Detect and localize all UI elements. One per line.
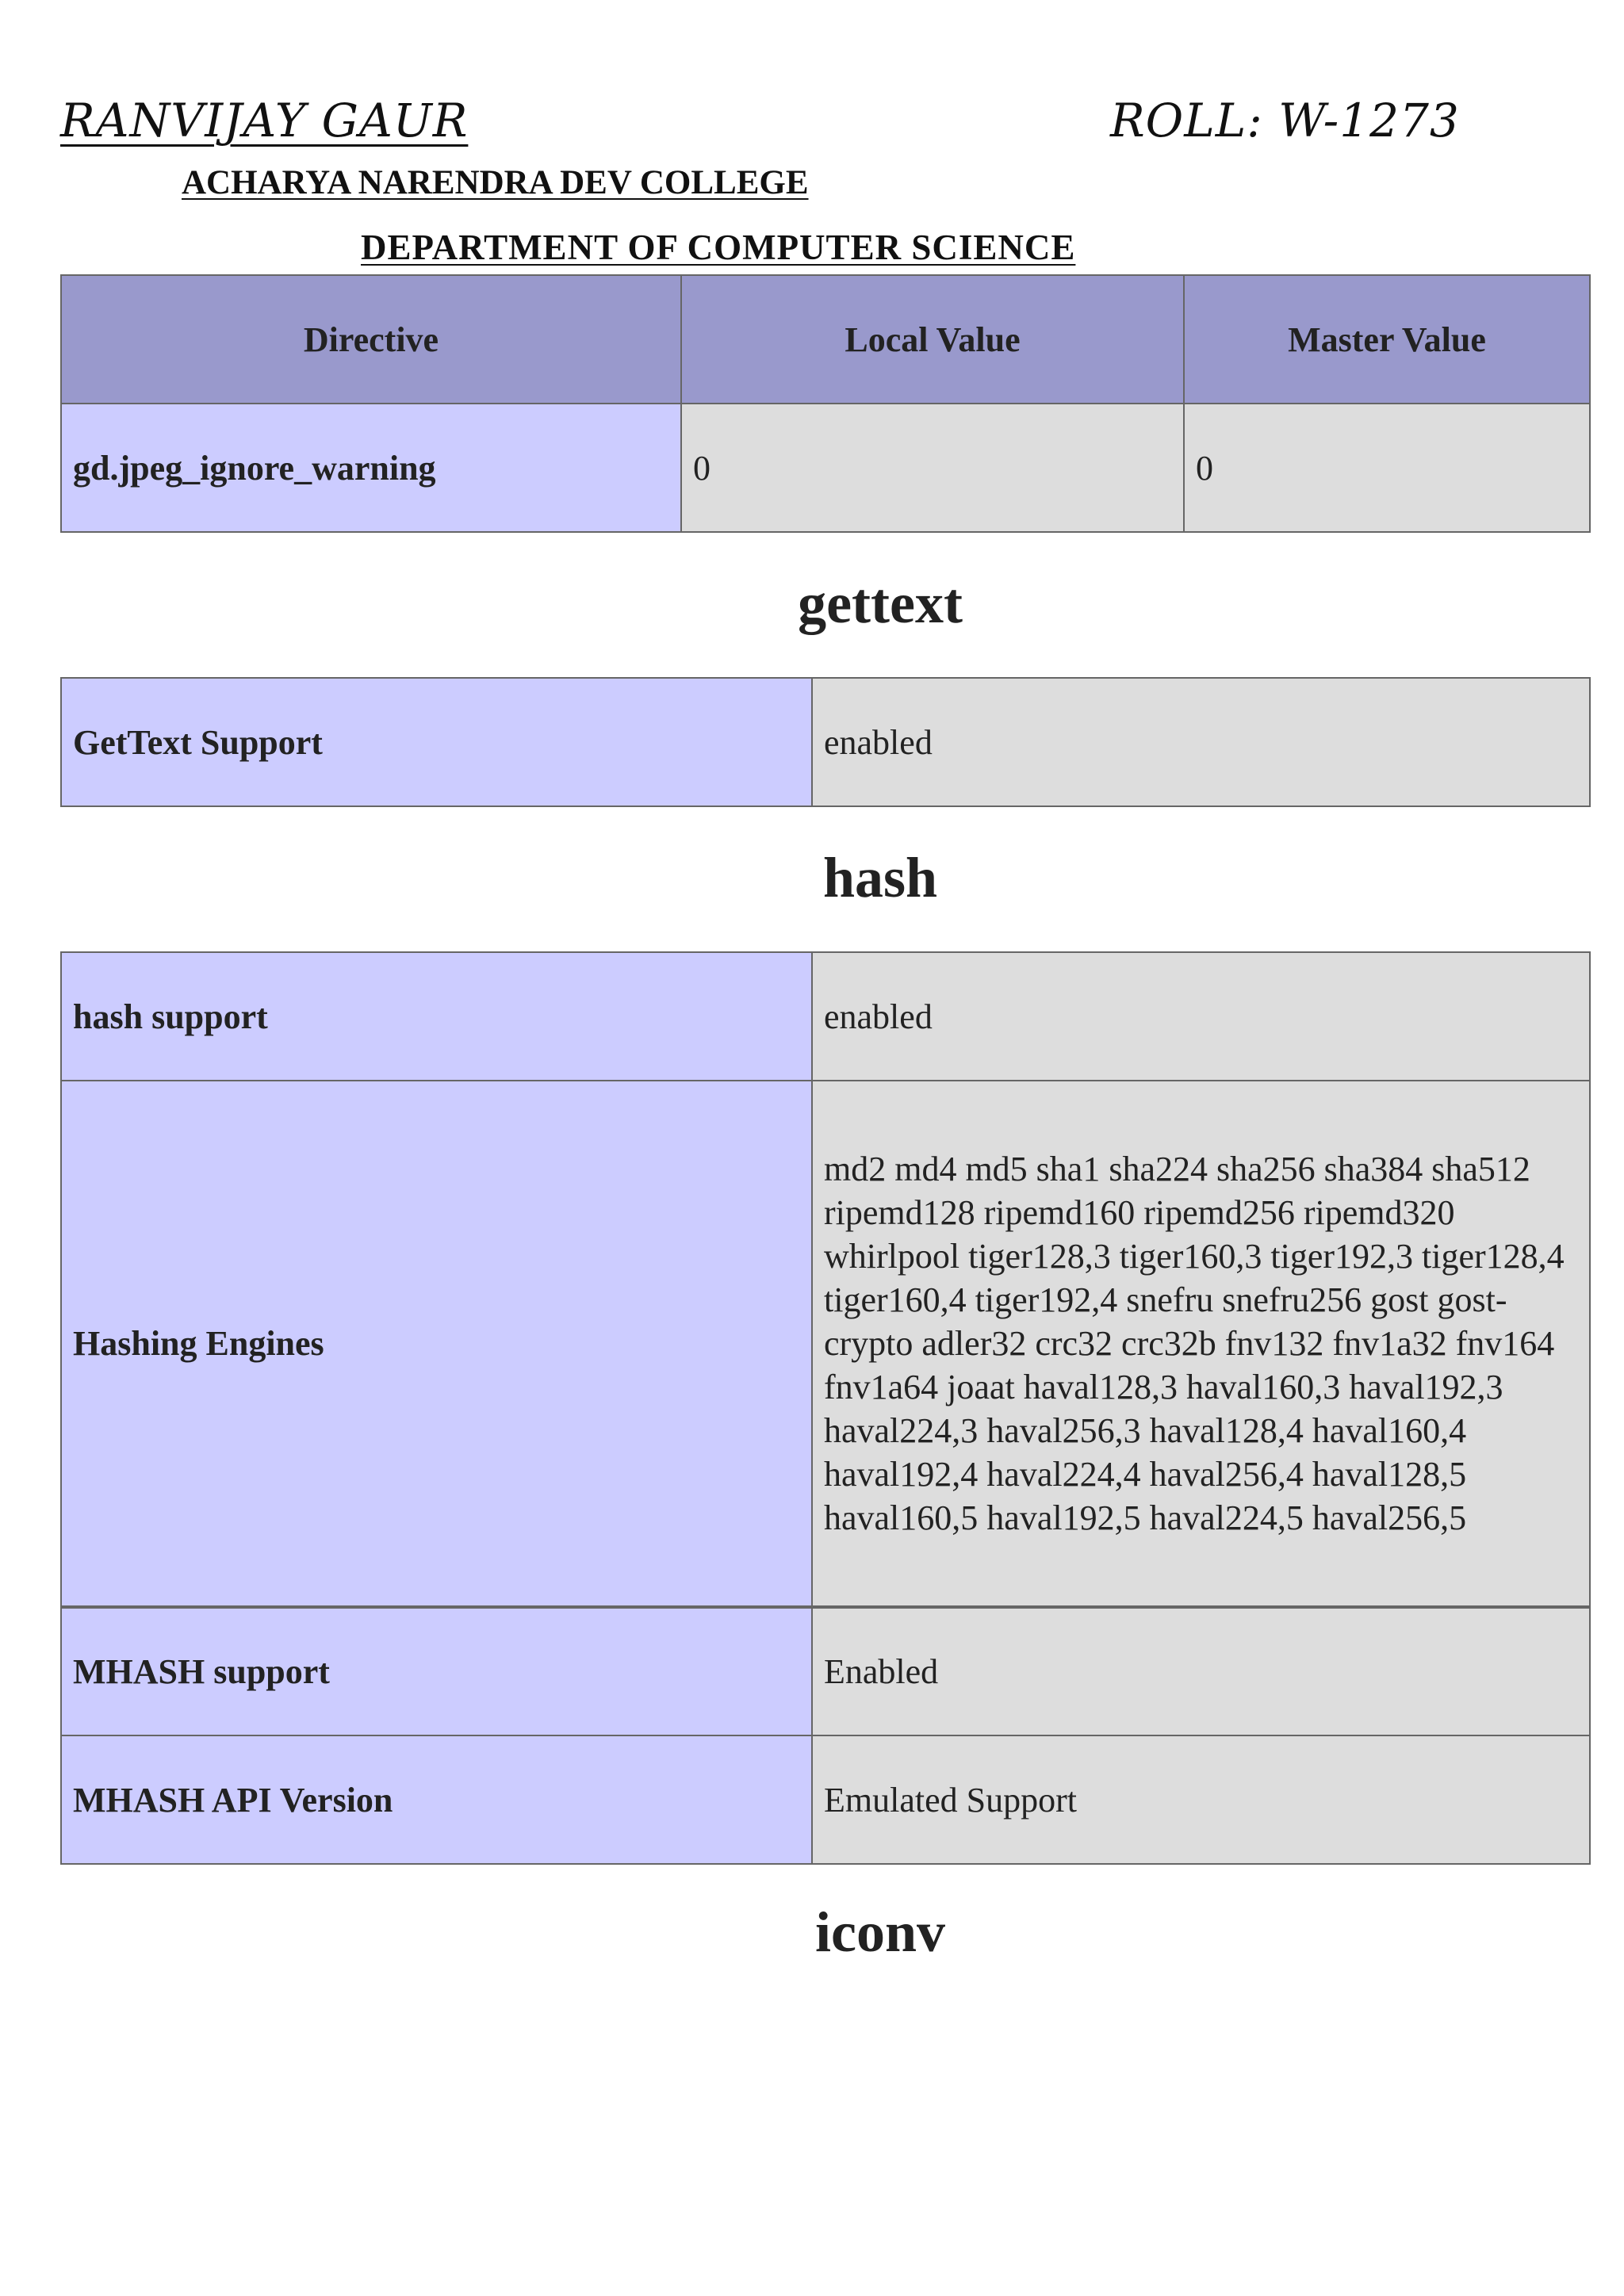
header-directive: Directive [61, 275, 681, 404]
row-label: MHASH API Version [61, 1735, 812, 1864]
directive-table [60, 274, 1591, 533]
master-value: 0 [1184, 404, 1590, 532]
local-value: 0 [681, 404, 1184, 532]
table-row [61, 1607, 1590, 1735]
table-row [61, 404, 1590, 532]
header-local-value: Local Value [681, 275, 1184, 404]
row-value: Enabled [812, 1607, 1590, 1735]
roll-number: ROLL: W-1273 [1110, 94, 1460, 147]
row-value: enabled [812, 952, 1590, 1081]
college-name: ACHARYA NARENDRA DEV COLLEGE [182, 164, 809, 201]
section-title-gettext: gettext [798, 572, 963, 635]
header-master-value: Master Value [1184, 275, 1590, 404]
row-label: hash support [61, 952, 812, 1081]
table-row [61, 1081, 1590, 1607]
directive-table-header [61, 275, 1590, 404]
hashing-engines-list: md2 md4 md5 sha1 sha224 sha256 sha384 sha512 ripemd128 ripemd160 ripemd256 ripemd320 whirlpool tiger128,3 tiger160,3 tiger192,3 tiger128,4 tiger160,4 tiger192,4 snefru snefru256 gost gost-crypto adler32 crc32 crc32b fnv132 fnv1a32 fnv164 fnv1a64 joaat haval128,3 haval160,3 haval192,3 haval224,3 haval256,3 haval128,4 haval160,4 haval192,4 haval224,4 haval256,4 haval128,5 haval160,5 haval192,5 haval224,5 haval256,5 [812, 1081, 1590, 1607]
row-value: Emulated Support [812, 1735, 1590, 1864]
row-label: GetText Support [61, 678, 812, 806]
row-value: enabled [812, 678, 1590, 806]
table-row [61, 1735, 1590, 1864]
gettext-table [60, 677, 1591, 807]
table-row [61, 678, 1590, 806]
directive-name: gd.jpeg_ignore_warning [61, 404, 681, 532]
section-title-iconv: iconv [814, 1900, 945, 1964]
department-name: DEPARTMENT OF COMPUTER SCIENCE [361, 228, 1076, 267]
table-row [61, 952, 1590, 1081]
student-name: RANVIJAY GAUR [60, 94, 469, 147]
hash-table [60, 951, 1591, 1865]
section-title-hash: hash [822, 846, 938, 909]
row-label: Hashing Engines [61, 1081, 812, 1607]
row-label: MHASH support [61, 1607, 812, 1735]
